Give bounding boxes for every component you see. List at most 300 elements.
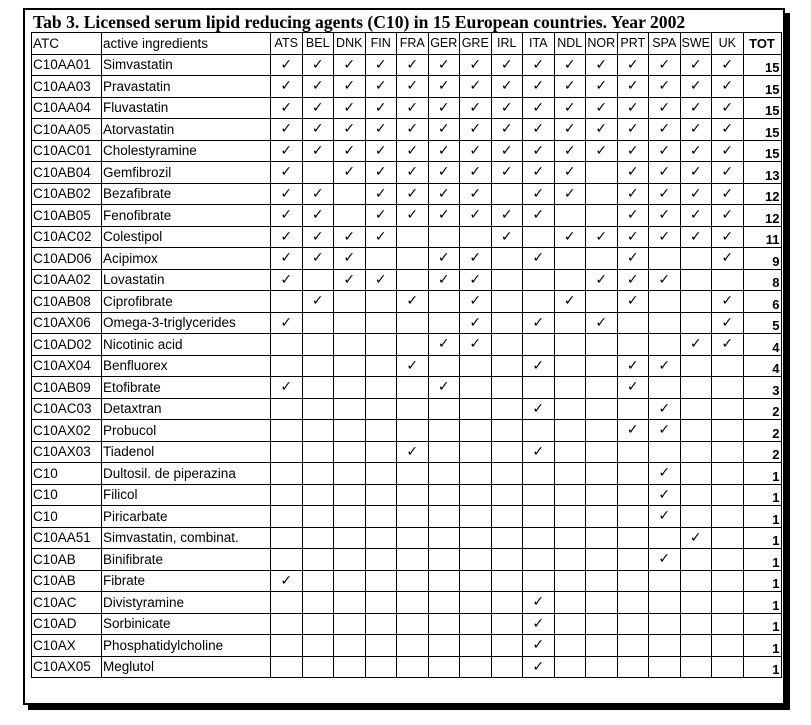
cell-ndl xyxy=(554,420,586,442)
cell-dnk xyxy=(334,312,366,334)
header-country-prt: PRT xyxy=(617,33,649,55)
cell-gre xyxy=(460,463,492,485)
cell-ndl xyxy=(554,54,586,76)
cell-fin xyxy=(365,441,397,463)
checkmark-icon: ✓ xyxy=(689,529,702,546)
checkmark-icon: ✓ xyxy=(626,228,639,245)
checkmark-icon: ✓ xyxy=(406,121,419,138)
cell-fin xyxy=(365,527,397,549)
total-count: 2 xyxy=(743,420,781,442)
checkmark-icon: ✓ xyxy=(595,142,608,159)
checkmark-icon: ✓ xyxy=(721,185,734,202)
checkmark-icon: ✓ xyxy=(532,164,545,181)
checkmark-icon: ✓ xyxy=(469,250,482,267)
checkmark-icon: ✓ xyxy=(532,185,545,202)
cell-dnk xyxy=(334,76,366,98)
cell-dnk xyxy=(334,334,366,356)
table-row xyxy=(32,205,782,227)
cell-fin xyxy=(365,463,397,485)
cell-ita xyxy=(523,635,555,657)
cell-ita xyxy=(523,506,555,528)
cell-swe xyxy=(680,76,712,98)
checkmark-icon: ✓ xyxy=(721,250,734,267)
cell-ndl xyxy=(554,291,586,313)
checkmark-icon: ✓ xyxy=(626,142,639,159)
checkmark-icon: ✓ xyxy=(500,99,513,116)
cell-fra xyxy=(397,205,429,227)
checkmark-icon: ✓ xyxy=(469,185,482,202)
cell-nor xyxy=(586,183,618,205)
cell-uk xyxy=(712,183,744,205)
checkmark-icon: ✓ xyxy=(280,78,293,95)
checkmark-icon: ✓ xyxy=(406,443,419,460)
cell-irl xyxy=(491,119,523,141)
checkmark-icon: ✓ xyxy=(500,228,513,245)
active-ingredient: Colestipol xyxy=(102,226,271,248)
cell-nor xyxy=(586,291,618,313)
checkmark-icon: ✓ xyxy=(280,56,293,73)
cell-nor xyxy=(586,97,618,119)
cell-ats xyxy=(271,549,303,571)
total-count: 1 xyxy=(743,592,781,614)
cell-ats xyxy=(271,140,303,162)
checkmark-icon: ✓ xyxy=(689,121,702,138)
checkmark-icon: ✓ xyxy=(626,293,639,310)
cell-ats xyxy=(271,119,303,141)
checkmark-icon: ✓ xyxy=(689,56,702,73)
checkmark-icon: ✓ xyxy=(658,228,671,245)
checkmark-icon: ✓ xyxy=(406,142,419,159)
cell-ndl xyxy=(554,613,586,635)
cell-fin xyxy=(365,140,397,162)
table-row xyxy=(32,377,782,399)
active-ingredient: Fluvastatin xyxy=(102,97,271,119)
checkmark-icon: ✓ xyxy=(563,293,576,310)
cell-ita xyxy=(523,312,555,334)
table-row xyxy=(32,76,782,98)
cell-swe xyxy=(680,463,712,485)
checkmark-icon: ✓ xyxy=(374,78,387,95)
cell-nor xyxy=(586,355,618,377)
cell-bel xyxy=(302,312,334,334)
active-ingredient: Dultosil. de piperazina xyxy=(102,463,271,485)
cell-dnk xyxy=(334,205,366,227)
checkmark-icon: ✓ xyxy=(532,250,545,267)
checkmark-icon: ✓ xyxy=(626,56,639,73)
checkmark-icon: ✓ xyxy=(658,357,671,374)
cell-ita xyxy=(523,398,555,420)
header-country-ger: GER xyxy=(428,33,460,55)
checkmark-icon: ✓ xyxy=(595,228,608,245)
cell-swe xyxy=(680,183,712,205)
cell-gre xyxy=(460,398,492,420)
cell-ndl xyxy=(554,226,586,248)
checkmark-icon: ✓ xyxy=(658,164,671,181)
active-ingredient: Phosphatidylcholine xyxy=(102,635,271,657)
cell-dnk xyxy=(334,398,366,420)
cell-fin xyxy=(365,119,397,141)
table-row xyxy=(32,248,782,270)
atc-code: C10AA51 xyxy=(32,527,102,549)
cell-uk xyxy=(712,377,744,399)
cell-swe xyxy=(680,549,712,571)
cell-ndl xyxy=(554,506,586,528)
cell-gre xyxy=(460,226,492,248)
checkmark-icon: ✓ xyxy=(311,185,324,202)
checkmark-icon: ✓ xyxy=(406,164,419,181)
cell-nor xyxy=(586,549,618,571)
checkmark-icon: ✓ xyxy=(658,508,671,525)
cell-fin xyxy=(365,76,397,98)
checkmark-icon: ✓ xyxy=(721,142,734,159)
cell-prt xyxy=(617,119,649,141)
cell-nor xyxy=(586,570,618,592)
cell-prt xyxy=(617,291,649,313)
checkmark-icon: ✓ xyxy=(311,228,324,245)
cell-ger xyxy=(428,635,460,657)
cell-fin xyxy=(365,635,397,657)
checkmark-icon: ✓ xyxy=(343,99,356,116)
cell-ats xyxy=(271,613,303,635)
checkmark-icon: ✓ xyxy=(532,207,545,224)
checkmark-icon: ✓ xyxy=(563,142,576,159)
table-title: Tab 3. Licensed serum lipid reducing agents (C10) in 15 European countries. Year 2002 xyxy=(33,12,686,32)
cell-irl xyxy=(491,377,523,399)
cell-fin xyxy=(365,97,397,119)
table-row xyxy=(32,355,782,377)
header-country-fin: FIN xyxy=(365,33,397,55)
cell-swe xyxy=(680,527,712,549)
cell-gre xyxy=(460,205,492,227)
cell-bel xyxy=(302,506,334,528)
atc-code: C10AB08 xyxy=(32,291,102,313)
table-row xyxy=(32,54,782,76)
total-count: 15 xyxy=(743,76,781,98)
cell-ita xyxy=(523,269,555,291)
atc-code: C10AA05 xyxy=(32,119,102,141)
checkmark-icon: ✓ xyxy=(721,228,734,245)
checkmark-icon: ✓ xyxy=(374,185,387,202)
checkmark-icon: ✓ xyxy=(374,207,387,224)
cell-dnk xyxy=(334,377,366,399)
cell-nor xyxy=(586,312,618,334)
cell-ndl xyxy=(554,334,586,356)
cell-nor xyxy=(586,527,618,549)
atc-code: C10AB04 xyxy=(32,162,102,184)
cell-irl xyxy=(491,527,523,549)
checkmark-icon: ✓ xyxy=(532,443,545,460)
total-count: 15 xyxy=(743,54,781,76)
cell-swe xyxy=(680,291,712,313)
checkmark-icon: ✓ xyxy=(500,78,513,95)
cell-nor xyxy=(586,226,618,248)
checkmark-icon: ✓ xyxy=(563,185,576,202)
table-row xyxy=(32,549,782,571)
cell-fra xyxy=(397,656,429,678)
checkmark-icon: ✓ xyxy=(437,250,450,267)
active-ingredient: Acipimox xyxy=(102,248,271,270)
cell-swe xyxy=(680,334,712,356)
cell-ita xyxy=(523,463,555,485)
active-ingredient: Gemfibrozil xyxy=(102,162,271,184)
cell-ats xyxy=(271,506,303,528)
checkmark-icon: ✓ xyxy=(280,142,293,159)
atc-code: C10AX xyxy=(32,635,102,657)
atc-code: C10AX05 xyxy=(32,656,102,678)
header-country-bel: BEL xyxy=(302,33,334,55)
cell-dnk xyxy=(334,441,366,463)
cell-prt xyxy=(617,463,649,485)
checkmark-icon: ✓ xyxy=(532,400,545,417)
total-count: 2 xyxy=(743,398,781,420)
cell-irl xyxy=(491,570,523,592)
cell-uk xyxy=(712,54,744,76)
atc-code: C10AX06 xyxy=(32,312,102,334)
table-row xyxy=(32,613,782,635)
checkmark-icon: ✓ xyxy=(469,56,482,73)
cell-prt xyxy=(617,441,649,463)
cell-spa xyxy=(649,248,681,270)
cell-fin xyxy=(365,312,397,334)
checkmark-icon: ✓ xyxy=(374,164,387,181)
cell-swe xyxy=(680,355,712,377)
cell-fin xyxy=(365,549,397,571)
checkmark-icon: ✓ xyxy=(406,293,419,310)
cell-ndl xyxy=(554,248,586,270)
cell-ndl xyxy=(554,377,586,399)
cell-fra xyxy=(397,54,429,76)
cell-bel xyxy=(302,76,334,98)
cell-ndl xyxy=(554,570,586,592)
cell-fra xyxy=(397,183,429,205)
cell-fra xyxy=(397,398,429,420)
cell-ats xyxy=(271,527,303,549)
cell-irl xyxy=(491,54,523,76)
cell-ats xyxy=(271,656,303,678)
header-country-dnk: DNK xyxy=(334,33,366,55)
cell-spa xyxy=(649,205,681,227)
cell-prt xyxy=(617,54,649,76)
cell-spa xyxy=(649,54,681,76)
cell-dnk xyxy=(334,226,366,248)
cell-uk xyxy=(712,527,744,549)
cell-swe xyxy=(680,506,712,528)
cell-gre xyxy=(460,527,492,549)
atc-code: C10AA02 xyxy=(32,269,102,291)
header-country-fra: FRA xyxy=(397,33,429,55)
cell-bel xyxy=(302,613,334,635)
cell-ats xyxy=(271,635,303,657)
cell-ger xyxy=(428,420,460,442)
cell-bel xyxy=(302,656,334,678)
checkmark-icon: ✓ xyxy=(658,207,671,224)
cell-ndl xyxy=(554,269,586,291)
cell-bel xyxy=(302,377,334,399)
cell-ita xyxy=(523,119,555,141)
active-ingredient: Atorvastatin xyxy=(102,119,271,141)
cell-swe xyxy=(680,398,712,420)
checkmark-icon: ✓ xyxy=(721,78,734,95)
cell-fra xyxy=(397,635,429,657)
atc-code: C10 xyxy=(32,463,102,485)
checkmark-icon: ✓ xyxy=(721,336,734,353)
table-row xyxy=(32,226,782,248)
atc-code: C10AA03 xyxy=(32,76,102,98)
cell-ger xyxy=(428,269,460,291)
cell-prt xyxy=(617,656,649,678)
cell-spa xyxy=(649,484,681,506)
checkmark-icon: ✓ xyxy=(280,314,293,331)
total-count: 2 xyxy=(743,441,781,463)
total-count: 1 xyxy=(743,613,781,635)
cell-uk xyxy=(712,484,744,506)
cell-prt xyxy=(617,76,649,98)
total-count: 6 xyxy=(743,291,781,313)
checkmark-icon: ✓ xyxy=(469,207,482,224)
cell-uk xyxy=(712,226,744,248)
checkmark-icon: ✓ xyxy=(532,615,545,632)
cell-uk xyxy=(712,97,744,119)
checkmark-icon: ✓ xyxy=(343,250,356,267)
cell-ndl xyxy=(554,97,586,119)
cell-ger xyxy=(428,398,460,420)
cell-bel xyxy=(302,592,334,614)
checkmark-icon: ✓ xyxy=(532,142,545,159)
cell-irl xyxy=(491,205,523,227)
header-country-gre: GRE xyxy=(460,33,492,55)
cell-ger xyxy=(428,570,460,592)
checkmark-icon: ✓ xyxy=(532,357,545,374)
cell-fin xyxy=(365,484,397,506)
cell-uk xyxy=(712,656,744,678)
cell-fin xyxy=(365,656,397,678)
cell-ger xyxy=(428,355,460,377)
table-row xyxy=(32,312,782,334)
cell-fin xyxy=(365,162,397,184)
cell-fin xyxy=(365,226,397,248)
checkmark-icon: ✓ xyxy=(532,99,545,116)
atc-code: C10AC03 xyxy=(32,398,102,420)
cell-ger xyxy=(428,484,460,506)
cell-ger xyxy=(428,463,460,485)
cell-fra xyxy=(397,463,429,485)
total-count: 11 xyxy=(743,226,781,248)
cell-ndl xyxy=(554,119,586,141)
cell-irl xyxy=(491,140,523,162)
cell-ndl xyxy=(554,549,586,571)
atc-code: C10AA04 xyxy=(32,97,102,119)
cell-fin xyxy=(365,355,397,377)
table-row xyxy=(32,484,782,506)
cell-prt xyxy=(617,205,649,227)
checkmark-icon: ✓ xyxy=(469,271,482,288)
cell-uk xyxy=(712,205,744,227)
checkmark-icon: ✓ xyxy=(626,164,639,181)
checkmark-icon: ✓ xyxy=(311,78,324,95)
table-row xyxy=(32,269,782,291)
cell-ger xyxy=(428,549,460,571)
total-count: 12 xyxy=(743,205,781,227)
cell-fra xyxy=(397,441,429,463)
cell-dnk xyxy=(334,183,366,205)
checkmark-icon: ✓ xyxy=(500,142,513,159)
cell-swe xyxy=(680,613,712,635)
cell-bel xyxy=(302,119,334,141)
cell-ats xyxy=(271,398,303,420)
cell-irl xyxy=(491,355,523,377)
cell-uk xyxy=(712,463,744,485)
cell-bel xyxy=(302,269,334,291)
cell-spa xyxy=(649,377,681,399)
header-country-ndl: NDL xyxy=(554,33,586,55)
cell-uk xyxy=(712,269,744,291)
active-ingredient: Tiadenol xyxy=(102,441,271,463)
total-count: 1 xyxy=(743,484,781,506)
cell-dnk xyxy=(334,162,366,184)
checkmark-icon: ✓ xyxy=(469,164,482,181)
cell-ndl xyxy=(554,140,586,162)
cell-ats xyxy=(271,592,303,614)
cell-bel xyxy=(302,635,334,657)
cell-gre xyxy=(460,269,492,291)
atc-code: C10AB xyxy=(32,549,102,571)
cell-ats xyxy=(271,162,303,184)
checkmark-icon: ✓ xyxy=(626,185,639,202)
checkmark-icon: ✓ xyxy=(374,142,387,159)
cell-irl xyxy=(491,613,523,635)
checkmark-icon: ✓ xyxy=(311,121,324,138)
cell-spa xyxy=(649,269,681,291)
checkmark-icon: ✓ xyxy=(689,228,702,245)
cell-ats xyxy=(271,463,303,485)
cell-fin xyxy=(365,613,397,635)
cell-gre xyxy=(460,97,492,119)
atc-code: C10AD06 xyxy=(32,248,102,270)
atc-code: C10AC02 xyxy=(32,226,102,248)
checkmark-icon: ✓ xyxy=(563,228,576,245)
cell-swe xyxy=(680,269,712,291)
checkmark-icon: ✓ xyxy=(374,271,387,288)
cell-ita xyxy=(523,183,555,205)
cell-nor xyxy=(586,269,618,291)
checkmark-icon: ✓ xyxy=(280,250,293,267)
cell-fra xyxy=(397,613,429,635)
cell-dnk xyxy=(334,549,366,571)
cell-irl xyxy=(491,549,523,571)
checkmark-icon: ✓ xyxy=(437,271,450,288)
cell-prt xyxy=(617,97,649,119)
checkmark-icon: ✓ xyxy=(437,164,450,181)
cell-gre xyxy=(460,162,492,184)
cell-ats xyxy=(271,183,303,205)
cell-spa xyxy=(649,76,681,98)
active-ingredient: Meglutol xyxy=(102,656,271,678)
cell-irl xyxy=(491,334,523,356)
checkmark-icon: ✓ xyxy=(626,78,639,95)
total-count: 1 xyxy=(743,570,781,592)
cell-ita xyxy=(523,656,555,678)
cell-swe xyxy=(680,635,712,657)
cell-fin xyxy=(365,506,397,528)
cell-ita xyxy=(523,484,555,506)
checkmark-icon: ✓ xyxy=(374,228,387,245)
cell-ats xyxy=(271,312,303,334)
cell-bel xyxy=(302,205,334,227)
checkmark-icon: ✓ xyxy=(280,99,293,116)
checkmark-icon: ✓ xyxy=(437,336,450,353)
cell-uk xyxy=(712,570,744,592)
checkmark-icon: ✓ xyxy=(280,379,293,396)
